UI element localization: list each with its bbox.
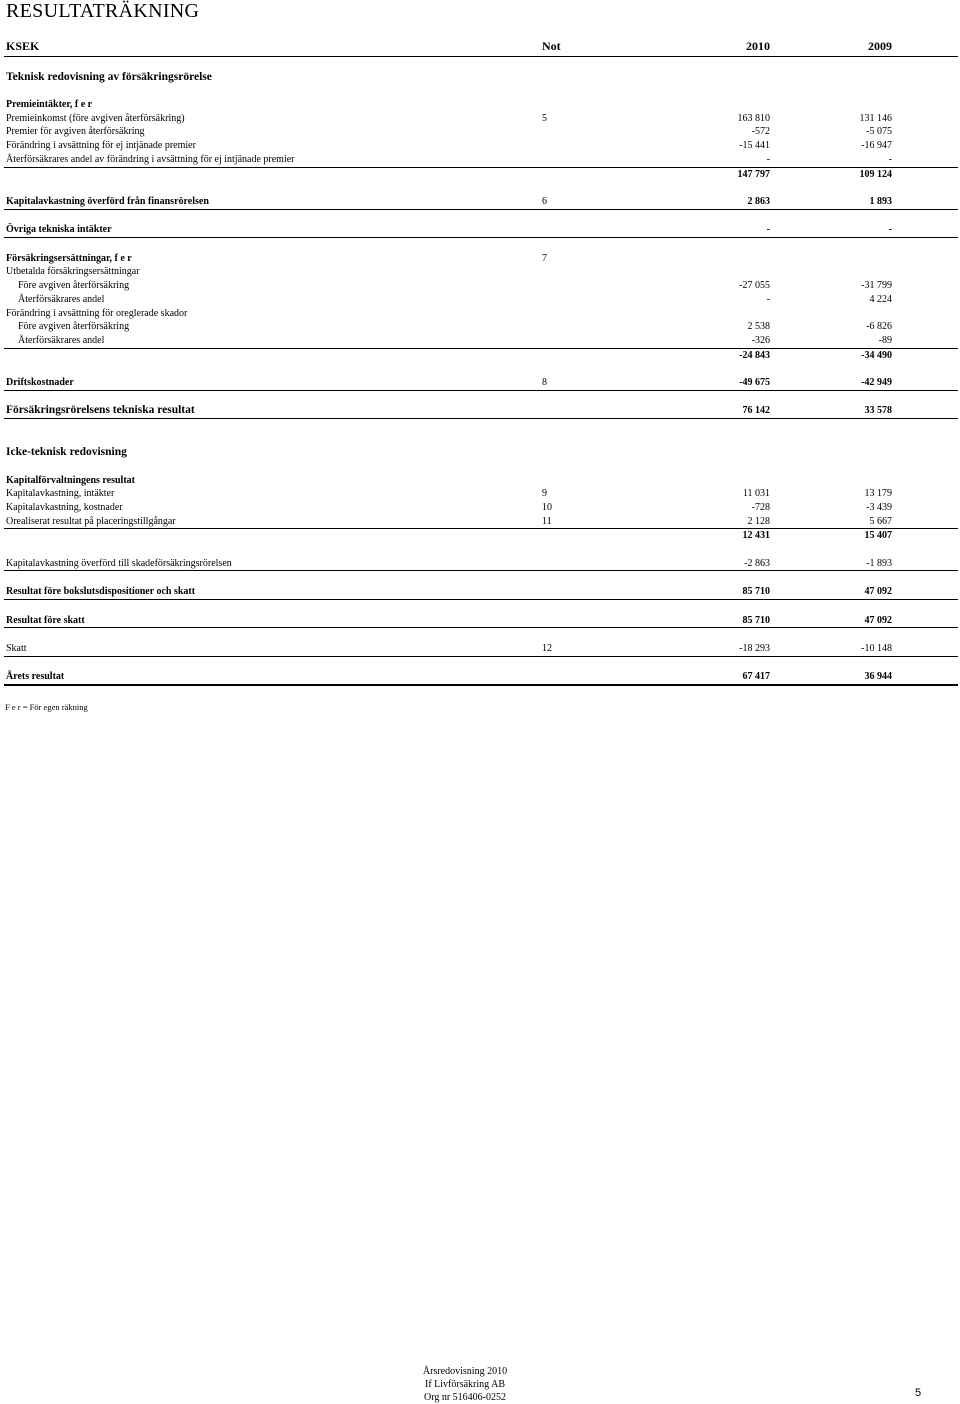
- premium-title: Premieintäkter, f e r: [6, 99, 93, 111]
- table-row: Återförsäkrares andel -326 -89: [18, 334, 892, 346]
- section-title-non-technical: Icke-teknisk redovisning: [6, 446, 127, 459]
- claims-title-row: Försäkringsersättningar, f e r 7: [6, 252, 547, 264]
- claims-paid-title: Utbetalda försäkringsersättningar: [6, 266, 140, 278]
- technical-result-row: Försäkringsrörelsens tekniska resultat 76 142 33 578: [6, 404, 892, 417]
- net-result-row: Årets resultat 67 417 36 944: [6, 671, 892, 683]
- capital-total-row: 12 431 15 407: [4, 529, 958, 543]
- footer-report-name: Årsredovisning 2010: [422, 1366, 508, 1377]
- table-row: Kapitalavkastning, intäkter 9 11 031 13 179: [6, 488, 892, 500]
- result-before-appropriations-row: Resultat före bokslutsdispositioner och skatt 85 710 47 092: [6, 586, 892, 598]
- table-row: Premieinkomst (före avgiven återförsäkring) 5 163 810 131 146: [6, 112, 892, 124]
- claims-change-title: Förändring i avsättning för oreglerade skador: [6, 307, 188, 319]
- transfer-out-row: Kapitalavkastning överförd till skadeförsäkringsrörelsen -2 863 -1 893: [6, 557, 892, 569]
- header-label: KSEK: [4, 36, 540, 57]
- page-number: 5: [915, 1387, 922, 1399]
- header-year-2009: 2009: [770, 36, 892, 57]
- table-header: [4, 36, 958, 57]
- other-income-row: Övriga tekniska intäkter - -: [6, 224, 892, 236]
- table-row: Premier för avgiven återförsäkring -572 -5 075: [6, 126, 892, 138]
- page-title: RESULTATRÄKNING: [6, 0, 200, 22]
- section-title-technical: Teknisk redovisning av försäkringsrörelse: [6, 70, 212, 83]
- tax-row: Skatt 12 -18 293 -10 148: [6, 642, 892, 654]
- table-row: Före avgiven återförsäkring 2 538 -6 826: [18, 321, 892, 333]
- header-note: Not: [540, 36, 640, 57]
- income-statement-table: [4, 36, 958, 686]
- table-row: Återförsäkrares andel av förändring i avsättning för ej intjänade premier - -: [6, 153, 892, 165]
- table-row: Förändring i avsättning för ej intjänade premier -15 441 -16 947: [6, 140, 892, 152]
- opex-row: Driftskostnader 8 -49 675 -42 949: [6, 377, 892, 389]
- table-row: Orealiserat resultat på placeringstillgångar 11 2 128 5 667: [6, 515, 892, 527]
- header-year-2010: 2010: [640, 36, 770, 57]
- transfer-row: Kapitalavkastning överförd från finansrörelsen 6 2 863 1 893: [6, 195, 892, 207]
- footnote: F e r = För egen räkning: [5, 702, 88, 712]
- footer-org-number: Org nr 516406-0252: [423, 1392, 507, 1403]
- capital-title: Kapitalförvaltningens resultat: [6, 474, 135, 486]
- table-row: Före avgiven återförsäkring -27 055 -31 799: [18, 280, 892, 292]
- table-row: Kapitalavkastning, kostnader 10 -728 -3 439: [6, 501, 892, 513]
- premium-total-row: 147 797 109 124: [4, 167, 958, 181]
- result-before-tax-row: Resultat före skatt 85 710 47 092: [6, 614, 892, 626]
- table-row: Återförsäkrares andel - 4 224: [18, 293, 892, 305]
- page-footer: [380, 1365, 550, 1404]
- footer-company-name: If Livförsäkring AB: [425, 1379, 505, 1390]
- claims-total-row: -24 843 -34 490: [4, 348, 958, 362]
